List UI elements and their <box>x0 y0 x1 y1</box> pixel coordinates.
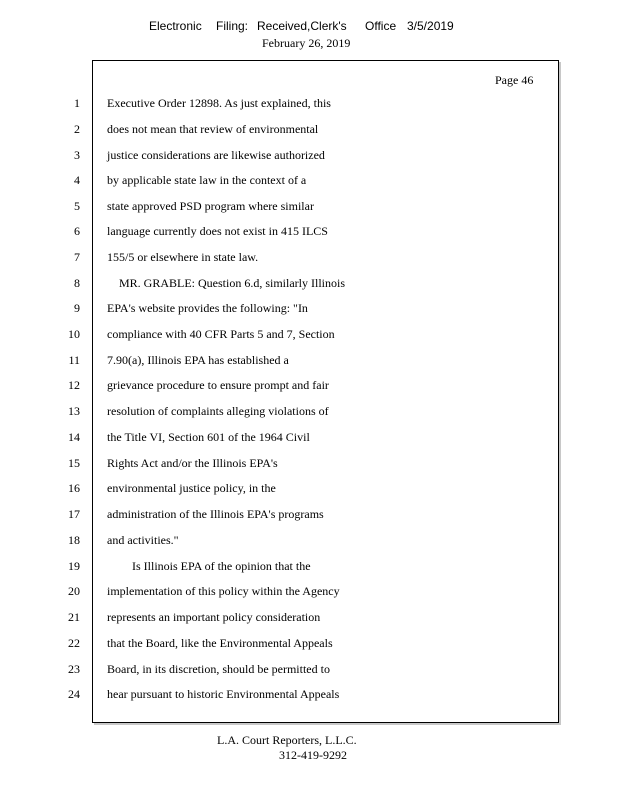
line-text: does not mean that review of environmental <box>107 122 319 136</box>
line-number: 6 <box>74 224 80 238</box>
line-text: language currently does not exist in 415 ILCS <box>107 224 328 238</box>
line-number: 15 <box>68 456 80 470</box>
line-number: 9 <box>74 301 80 315</box>
line-text: Is Illinois EPA of the opinion that the <box>132 559 311 573</box>
line-text: EPA's website provides the following: "In <box>107 301 308 315</box>
line-text: grievance procedure to ensure prompt and fair <box>107 378 329 392</box>
line-number: 23 <box>68 662 80 676</box>
line-text: by applicable state law in the context of a <box>107 173 307 187</box>
transcript-line <box>0 455 618 471</box>
court-reporter-phone: 312-419-9292 <box>279 748 347 762</box>
transcript-line <box>0 95 618 111</box>
line-number: 12 <box>68 378 80 392</box>
line-text: justice considerations are likewise authorized <box>107 148 325 162</box>
transcript-line <box>0 558 618 574</box>
transcript-line <box>0 121 618 137</box>
line-text: the Title VI, Section 601 of the 1964 Civil <box>107 430 310 444</box>
line-text: compliance with 40 CFR Parts 5 and 7, Section <box>107 327 335 341</box>
line-number: 14 <box>68 430 80 444</box>
stamp-received: Received,Clerk's <box>257 19 347 33</box>
line-number: 20 <box>68 584 80 598</box>
stamp-filing: Filing: <box>216 19 249 33</box>
filed-date: February 26, 2019 <box>262 36 351 50</box>
transcript-line <box>0 198 618 214</box>
line-text: implementation of this policy within the Agency <box>107 584 340 598</box>
transcript-line <box>0 352 618 368</box>
line-number: 8 <box>74 276 80 290</box>
page-number: Page 46 <box>495 73 534 87</box>
line-number: 10 <box>68 327 80 341</box>
transcript-line <box>0 403 618 419</box>
line-number: 22 <box>68 636 80 650</box>
line-text: Rights Act and/or the Illinois EPA's <box>107 456 278 470</box>
transcript-line <box>0 506 618 522</box>
stamp-electronic: Electronic <box>149 19 202 33</box>
line-number: 2 <box>74 122 80 136</box>
line-text: that the Board, like the Environmental Appeals <box>107 636 333 650</box>
transcript-line <box>0 429 618 445</box>
transcript-line <box>0 249 618 265</box>
line-text: MR. GRABLE: Question 6.d, similarly Illinois <box>119 276 346 290</box>
court-reporter-name: L.A. Court Reporters, L.L.C. <box>217 733 357 747</box>
transcript-line <box>0 532 618 548</box>
transcript-line <box>0 300 618 316</box>
transcript-line <box>0 223 618 239</box>
stamp-office: Office <box>365 19 397 33</box>
line-number: 11 <box>68 353 80 367</box>
transcript-line <box>0 326 618 342</box>
line-number: 5 <box>74 199 80 213</box>
transcript-line <box>0 635 618 651</box>
line-text: hear pursuant to historic Environmental Appeals <box>107 687 340 701</box>
line-number: 24 <box>68 687 80 701</box>
filing-stamp <box>0 19 618 35</box>
line-number: 19 <box>68 559 80 573</box>
line-number: 1 <box>74 96 80 110</box>
line-text: resolution of complaints alleging violations of <box>107 404 329 418</box>
line-text: administration of the Illinois EPA's programs <box>107 507 324 521</box>
transcript-line <box>0 686 618 702</box>
transcript-line <box>0 377 618 393</box>
transcript-line <box>0 147 618 163</box>
line-number: 13 <box>68 404 80 418</box>
line-text: environmental justice policy, in the <box>107 481 276 495</box>
line-number: 18 <box>68 533 80 547</box>
line-number: 16 <box>68 481 80 495</box>
line-text: 155/5 or elsewhere in state law. <box>107 250 259 264</box>
line-number: 17 <box>68 507 80 521</box>
transcript-line <box>0 172 618 188</box>
line-number: 3 <box>74 148 80 162</box>
stamp-date: 3/5/2019 <box>407 19 454 33</box>
line-number: 21 <box>68 610 80 624</box>
transcript-line <box>0 661 618 677</box>
transcript-line <box>0 583 618 599</box>
transcript-line <box>0 275 618 291</box>
line-text: 7.90(a), Illinois EPA has established a <box>107 353 289 367</box>
line-number: 4 <box>74 173 80 187</box>
line-text: Board, in its discretion, should be permitted to <box>107 662 330 676</box>
transcript-line <box>0 609 618 625</box>
line-text: and activities." <box>107 533 179 547</box>
line-text: represents an important policy consideration <box>107 610 321 624</box>
line-text: state approved PSD program where similar <box>107 199 314 213</box>
transcript-line <box>0 480 618 496</box>
line-number: 7 <box>74 250 80 264</box>
line-text: Executive Order 12898. As just explained, this <box>107 96 331 110</box>
